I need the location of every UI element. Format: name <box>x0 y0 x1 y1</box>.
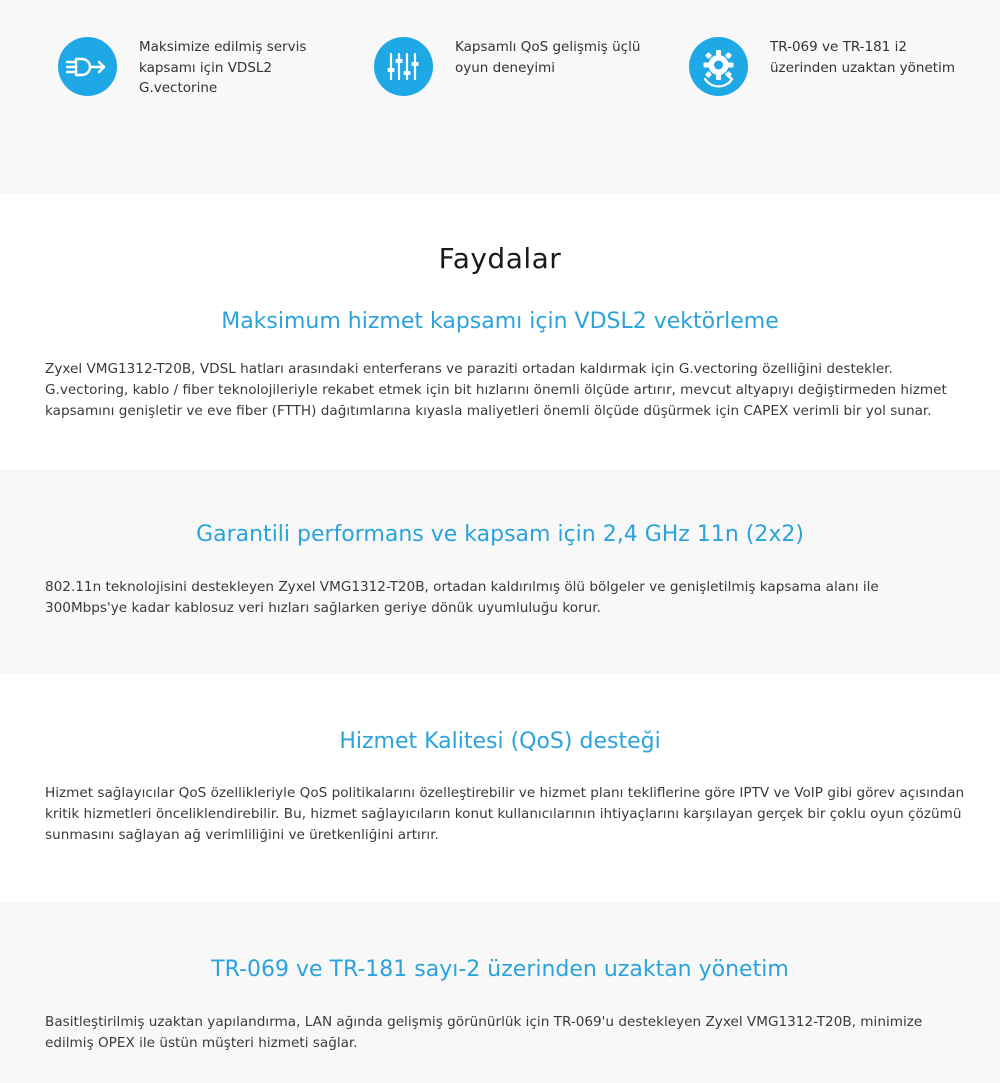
equalizer-sliders-icon <box>374 37 433 96</box>
section-title: TR-069 ve TR-181 sayı-2 üzerinden uzaktan yönetim <box>211 957 789 982</box>
benefits-section-vdsl <box>0 193 1000 469</box>
feature-text: TR-069 ve TR-181 i2 üzerinden uzaktan yönetim <box>770 39 955 76</box>
benefits-section-remote <box>0 903 1000 1083</box>
section-body: Hizmet sağlayıcılar QoS özellikleriyle QoS politikalarını özelleştirebilir ve hizmet planı tekliflerine göre IPTV ve VoIP gibi görev açısından kritik hizmetleri önceliklendirebilir. Bu, hizmet sağlayıcıların konut kullanıcılarının ihtiyaçlarını karşılayan gerçek bir çoklu oyun çözümü sunmasını sağlayan ağ verimliliğini ve üretkenliğini artırır. <box>45 785 965 843</box>
section-body: Zyxel VMG1312-T20B, VDSL hatları arasındaki enterferans ve paraziti ortadan kaldırmak için G.vectoring özelliğini destekler. G.vectoring, kablo / fiber teknolojileriyle rekabet etmek için bit hızlarını önemli ölçüde artırır, mevcut altyapıyı değiştirmeden hizmet kapsamını genişletir ve eve fiber (FTTH) dağıtımlarına kıyasla maliyetleri önemli ölçüde düşürmek için CAPEX verimli bir yol sunar. <box>45 361 947 419</box>
section-title: Hizmet Kalitesi (QoS) desteği <box>339 729 661 754</box>
benefits-section-wifi <box>0 469 1000 674</box>
section-title: Maksimum hizmet kapsamı için VDSL2 vektörleme <box>221 309 779 334</box>
section-body: 802.11n teknolojisini destekleyen Zyxel VMG1312-T20B, ortadan kaldırılmış ölü bölgeler ve genişletilmiş kapsama alanı ile 300Mbps'ye kadar kablosuz veri hızları sağlarken geriye dönük uyumluluğu korur. <box>45 579 879 616</box>
gear-refresh-icon <box>689 37 748 96</box>
feature-text: Maksimize edilmiş servis kapsamı için VDSL2 G.vectorine <box>139 39 307 96</box>
section-title: Garantili performans ve kapsam için 2,4 GHz 11n (2x2) <box>196 522 804 547</box>
feature-strip <box>0 0 1000 193</box>
section-body: Basitleştirilmiş uzaktan yapılandırma, LAN ağında gelişmiş görünürlük için TR-069'u destekleyen Zyxel VMG1312-T20B, minimize edilmiş OPEX ile üstün müşteri hizmeti sağlar. <box>45 1014 923 1051</box>
feature-text: Kapsamlı QoS gelişmiş üçlü oyun deneyimi <box>455 39 641 76</box>
vdsl-plug-icon <box>58 37 117 96</box>
page-title: Faydalar <box>438 242 562 275</box>
benefits-section-qos <box>0 674 1000 903</box>
